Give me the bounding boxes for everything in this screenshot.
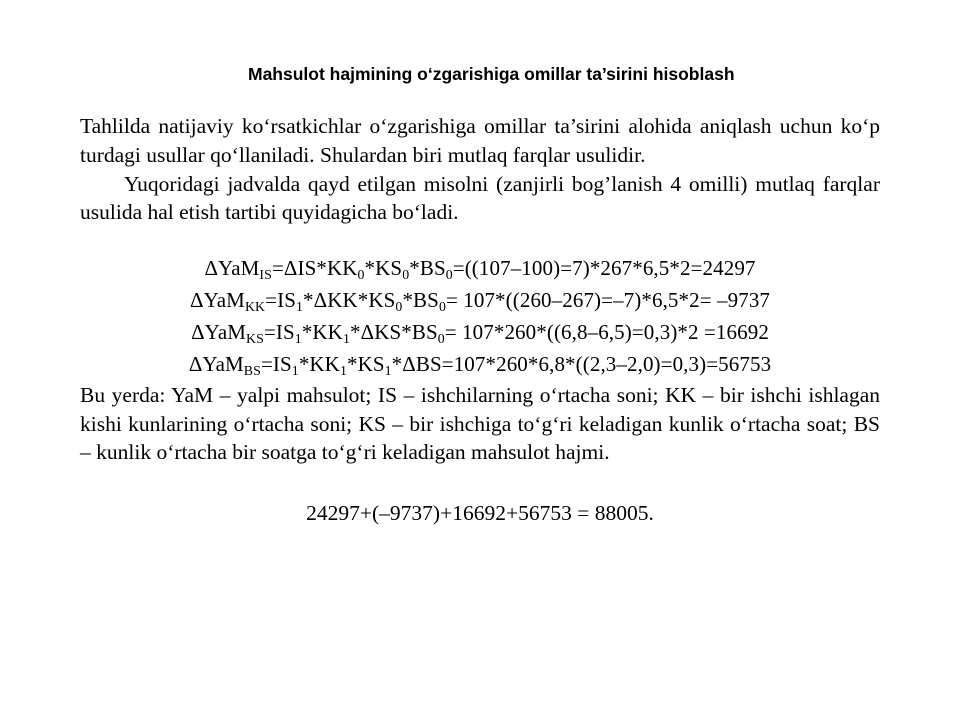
slide-title: Mahsulot hajmining o‘zgarishiga omillar ta’sirini hisoblash xyxy=(248,64,735,84)
formula-bs: $\Delta YaM_{BS}=IS_1*KK_1*KS_1*\Delta BS=107*260*6,8*((2,3-2,0)=0,3)=56753$ xyxy=(188,351,772,378)
formula-ks: $\Delta YaM_{KS}=IS_1*KK_1*\Delta KS*BS_0= 107*260*((6,8-6,5)=0,3)*2 =16692$ xyxy=(191,320,769,346)
total-sum: 24297+(–9737)+16692+56753 = 88005. xyxy=(306,501,654,526)
legend-text: Bu yerda: YaM – yalpi mahsulot; IS – ishchilarning o‘rtacha soni; KK – bir ishchi ishlagan kishi kunlarining o‘rtacha soni; KS – bir ishchiga to‘g‘ri keladigan kunlik o‘rtacha soat; BS – kunlik o‘rtacha bir soatga to‘g‘ri keladigan mahsulot hajmi. xyxy=(80,382,880,465)
formula-list xyxy=(80,253,880,381)
paragraph-intro: Tahlilda natijaviy ko‘rsatkichlar o‘zgarishiga omillar ta’sirini alohida aniqlash uchun ko‘p turdagi usullar qo‘llaniladi. Shulardan biri mutlaq farqlar usulidir. xyxy=(80,114,880,167)
formula-kk: $\Delta YaM_{KK}=IS_1*\Delta KK*KS_0*BS_0= 107*((260-267)=-7)*6,5*2= -9737$ xyxy=(189,288,771,314)
slide-body xyxy=(80,112,880,526)
paragraph-method: Yuqoridagi jadvalda qayd etilgan misolni (zanjirli bog’lanish 4 omilli) mutlaq farqlar usulida hal etish tartibi quyidagicha bo‘ladi. xyxy=(80,171,880,225)
formula-is: $\Delta YaM_{IS}=\Delta IS*KK_0*KS_0*BS_0=((107-100)=7)*267*6,5*2=24297$ xyxy=(204,256,756,283)
